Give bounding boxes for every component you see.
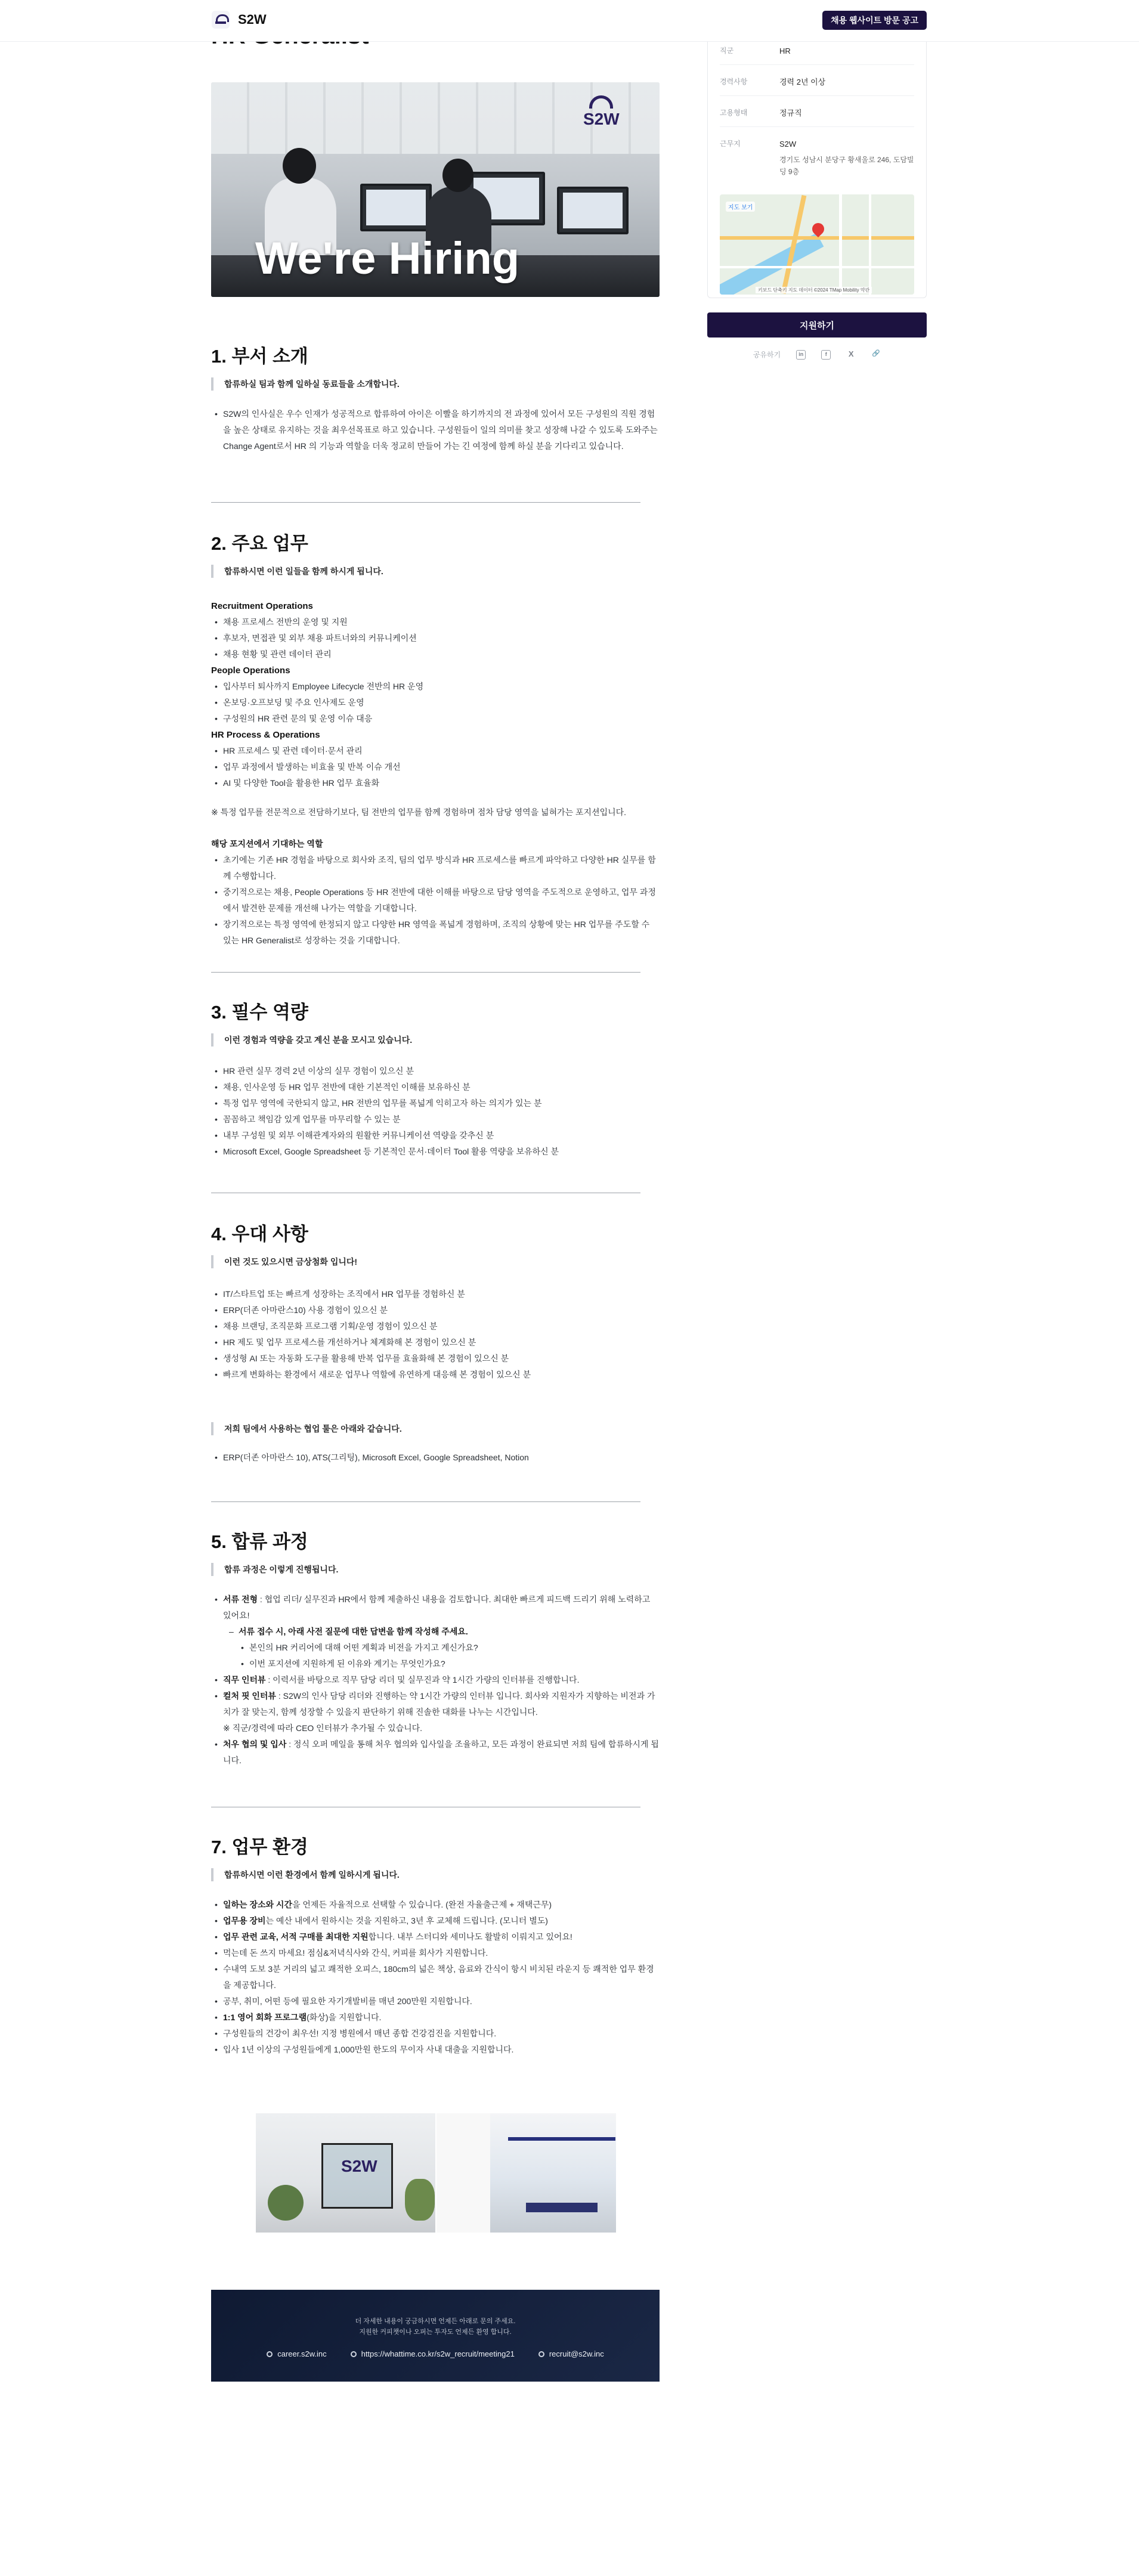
process-list	[211, 1672, 660, 1720]
mail-icon	[538, 2351, 544, 2357]
list-item: • 이번 포지션에 지원하게 된 이유와 계기는 무엇인가요?	[211, 1656, 660, 1672]
list-item: • 업무 과정에서 발생하는 비효율 및 반복 이슈 개선	[211, 759, 660, 775]
group-title: Recruitment Operations	[211, 601, 313, 611]
map-view-link[interactable]: 지도 보기	[726, 202, 755, 212]
facebook-icon[interactable]: f	[821, 350, 831, 360]
list-item: • 채용 프로세스 전반의 운영 및 지원	[211, 614, 660, 630]
s2w-logo-icon	[212, 11, 230, 29]
list-item: • IT/스타트업 또는 빠르게 성장하는 조직에서 HR 업무를 경험하신 분	[211, 1286, 660, 1302]
list-item: • 빠르게 변화하는 환경에서 새로운 업무나 역할에 유연하게 대응해 본 경험이 있으신 분	[211, 1367, 660, 1383]
list-item: • 채용 브랜딩, 조직문화 프로그램 기획/운영 경험이 있으신 분	[211, 1318, 660, 1335]
process-list	[211, 1592, 660, 1624]
section-requirements	[211, 997, 660, 1160]
office-gallery	[256, 2113, 616, 2233]
list-item: • 구성원의 HR 관련 문의 및 운영 이슈 대응	[211, 711, 660, 727]
question-list	[211, 1640, 660, 1672]
divider	[211, 972, 640, 973]
section-title: 4. 우대 사항	[211, 1224, 308, 1244]
location-map[interactable]	[720, 194, 914, 295]
expect-title: 해당 포지션에서 기대하는 역할	[211, 839, 323, 849]
section-title: 5. 합류 과정	[211, 1531, 308, 1552]
list-item: • 먹는데 돈 쓰지 마세요! 점심&저녁식사와 간식, 커피를 회사가 지원합니다.	[211, 1945, 660, 1961]
list-item: • ERP(더존 아마란스10) 사용 경험이 있으신 분	[211, 1302, 660, 1318]
section-duties	[211, 528, 660, 949]
list-item: • ERP(더존 아마란스 10), ATS(그리팅), Microsoft Excel, Google Spreadsheet, Notion	[211, 1450, 660, 1466]
divider	[211, 502, 640, 503]
banner-text: 더 자세한 내용이 궁금하시면 언제든 아래로 문의 주세요.	[355, 2318, 516, 2325]
section-title: 7. 업무 환경	[211, 1837, 308, 1857]
section-lead: 합류하시면 이런 환경에서 함께 일하시게 됩니다.	[211, 1868, 660, 1881]
list-item: • 1:1 영어 회화 프로그램(화상)을 지원합니다.	[211, 2010, 660, 2026]
list-item: • 채용, 인사운영 등 HR 업무 전반에 대한 기본적인 이해를 보유하신 분	[211, 1079, 660, 1095]
section-lead: 합류하실 팀과 함께 일하실 동료들을 소개합니다.	[211, 377, 660, 391]
contact-banner	[211, 2290, 660, 2382]
career-site-link[interactable]: career.s2w.inc	[267, 2349, 326, 2358]
section-title: 2. 주요 업무	[211, 533, 308, 554]
department-list	[211, 406, 660, 454]
requirements-list	[211, 1063, 660, 1160]
list-item: • HR 프로세스 및 관련 데이터·문서 관리	[211, 743, 660, 759]
section-department	[211, 341, 660, 454]
address-text: 경기도 성남시 분당구 황새울로 246, 도담빌딩 9층	[779, 156, 914, 176]
tools-lead: 저희 팀에서 사용하는 협업 툴은 아래와 같습니다.	[211, 1422, 660, 1435]
x-icon[interactable]: X	[848, 349, 854, 358]
list-item: • 입사부터 퇴사까지 Employee Lifecycle 전반의 HR 운영	[211, 679, 660, 695]
environment-list	[211, 1897, 660, 2058]
hero-headline: We're Hiring	[255, 233, 520, 284]
list-item: • 내부 구성원 및 외부 이해관계자와의 원활한 커뮤니케이션 역량을 갖추신 분	[211, 1128, 660, 1144]
divider	[211, 1501, 640, 1502]
hero-logo: S2W	[583, 95, 619, 129]
list-item: • 처우 협의 및 입사 : 정식 오퍼 메일을 통해 처우 협의와 입사일을 조율하고, 모든 과정이 완료되면 저희 팀에 합류하시게 됩니다.	[211, 1736, 660, 1769]
list-item: • 특정 업무 영역에 국한되지 않고, HR 전반의 업무를 폭넓게 익히고자 하는 의지가 있는 분	[211, 1095, 660, 1111]
section-lead: 합류하시면 이런 일들을 함께 하시게 됩니다.	[211, 565, 660, 578]
list-item: • 초기에는 기존 HR 경험을 바탕으로 회사와 조직, 팀의 업무 방식과 HR 프로세스를 빠르게 파악하고 다양한 HR 실무를 함께 수행합니다.	[211, 852, 660, 884]
duty-list	[211, 614, 660, 662]
preferred-list	[211, 1286, 660, 1383]
brand-name: S2W	[238, 12, 267, 27]
duty-list	[211, 679, 660, 727]
list-item: • Microsoft Excel, Google Spreadsheet 등 기본적인 문서·데이터 Tool 활용 역량을 보유하신 분	[211, 1144, 660, 1160]
share-label: 공유하기	[753, 351, 781, 359]
list-item: • 채용 현황 및 관련 데이터 관리	[211, 646, 660, 662]
section-lead: 이런 경험과 역량을 갖고 계신 분을 모시고 있습니다.	[211, 1033, 660, 1046]
section-lead: 합류 과정은 이렇게 진행됩니다.	[211, 1563, 660, 1576]
list-item: • 공부, 취미, 어떤 등에 필요한 자기개발비를 매년 200만원 지원합니다.	[211, 1993, 660, 2010]
list-item: • 중기적으로는 채용, People Operations 등 HR 전반에 대한 이해를 바탕으로 담당 영역을 주도적으로 운영하고, 업무 과정에서 발견한 문제를 개선해 나가는 역할을 기대합니다.	[211, 884, 660, 917]
section-environment	[211, 1832, 660, 2058]
list-item: – 서류 접수 시, 아래 사전 질문에 대한 답변을 함께 작성해 주세요.	[211, 1624, 660, 1640]
apply-button[interactable]: 지원하기	[707, 312, 927, 338]
list-item: • 후보자, 면접관 및 외부 채용 파트너와의 커뮤니케이션	[211, 630, 660, 646]
tools-list	[211, 1450, 660, 1466]
section-title: 3. 필수 역량	[211, 1002, 308, 1023]
duty-note: ※ 특정 업무를 전문적으로 전담하기보다, 팀 전반의 업무를 함께 경험하며 점차 담당 영역을 넓혀가는 포지션입니다.	[211, 807, 627, 817]
process-sublist	[211, 1624, 660, 1640]
process-note: ※ 직군/경력에 따라 CEO 인터뷰가 추가될 수 있습니다.	[223, 1723, 423, 1733]
top-navigation-bar	[0, 0, 1139, 42]
list-item: • 컬처 핏 인터뷰 : S2W의 인사 담당 리더와 진행하는 약 1시간 가량의 인터뷰 입니다. 회사와 지원자가 지향하는 비전과 가치가 잘 맞는지, 함께 성장할 수 있을지 판단하기 위해 진솔한 대화를 나누는 시간입니다.	[211, 1688, 660, 1720]
list-item: • 구성원들의 건강이 최우선! 지정 병원에서 매년 종합 건강검진을 지원합니다.	[211, 2026, 660, 2042]
list-item: • 서류 전형 : 협업 리더/ 실무진과 HR에서 함께 제출하신 내용을 검토합니다. 최대한 빠르게 피드백 드리기 위해 노력하고 있어요!	[211, 1592, 660, 1624]
list-item: • 업무 관련 교육, 서적 구매를 최대한 지원합니다. 내부 스터디와 세미나도 활발히 이뤄지고 있어요!	[211, 1929, 660, 1945]
list-item: • 생성형 AI 또는 자동화 도구를 활용해 반복 업무를 효율화해 본 경험이 있으신 분	[211, 1351, 660, 1367]
coffee-chat-link[interactable]: https://whattime.co.kr/s2w_recruit/meeting21	[351, 2349, 515, 2358]
process-list	[211, 1736, 660, 1769]
section-process	[211, 1527, 660, 1769]
list-item: • 본인의 HR 커리어에 대해 어떤 계획과 비전을 가지고 계신가요?	[211, 1640, 660, 1656]
duty-list	[211, 743, 660, 791]
hero-image	[211, 82, 660, 297]
office-photo: S2W	[256, 2113, 435, 2233]
list-item: • 일하는 장소와 시간을 언제든 자율적으로 선택할 수 있습니다. (완전 자율출근제 + 재택근무)	[211, 1897, 660, 1913]
email-link[interactable]: recruit@s2w.inc	[538, 2349, 604, 2358]
list-item: • 꼼꼼하고 책임감 있게 업무를 마무리할 수 있는 분	[211, 1111, 660, 1128]
list-item: • 수내역 도보 3분 거리의 넓고 쾌적한 오피스, 180cm의 넓은 책상, 음료와 간식이 항시 비치된 라운지 등 쾌적한 업무 환경을 제공합니다.	[211, 1961, 660, 1993]
share-bar	[707, 349, 927, 360]
section-preferred	[211, 1219, 660, 1466]
copy-link-icon[interactable]: 🔗	[872, 349, 881, 357]
map-credit: 키보드 단축키 지도 데이터 ©2024 TMap Mobility 약관	[756, 287, 872, 293]
top-apply-button[interactable]: 채용 웹사이트 방문 공고	[822, 11, 927, 30]
globe-icon	[267, 2351, 273, 2357]
list-item: • HR 제도 및 업무 프로세스를 개선하거나 체계화해 본 경험이 있으신 분	[211, 1335, 660, 1351]
expect-list	[211, 852, 660, 949]
list-item: • S2W의 인사실은 우수 인재가 성공적으로 합류하여 아이은 이빨을 하기까지의 전 과정에 있어서 모든 구성원의 직원 경험을 높은 상태로 유지하는 것을 최우선목표로 하고 있습니다. 구성원들이 일의 의미를 찾고 성장해 나갈 수 있도록 도와주는 Change Agent로서 HR 의 기능과 역할을 더욱 정교히 만들어 가는 긴 여정에 함께 하실 분을 기다리고 있습니다.	[211, 406, 660, 454]
list-item: • 장기적으로는 특정 영역에 한정되지 않고 다양한 HR 영역을 폭넓게 경험하며, 조직의 상황에 맞는 HR 업무를 주도할 수 있는 HR Generalist로 성장하는 것을 기대합니다.	[211, 917, 660, 949]
list-item: • 업무용 장비는 예산 내에서 원하시는 것을 지원하고, 3년 후 교체해 드립니다. (모니터 별도)	[211, 1913, 660, 1929]
list-item: • HR 관련 실무 경력 2년 이상의 실무 경험이 있으신 분	[211, 1063, 660, 1079]
brand[interactable]	[212, 11, 267, 29]
section-title: 1. 부서 소개	[211, 346, 308, 367]
list-item: • 입사 1년 이상의 구성원들에게 1,000만원 한도의 무이자 사내 대출을 지원합니다.	[211, 2042, 660, 2058]
banner-text: 지원한 커피챗이나 오퍼는 투자도 언제든 환영 합니다.	[359, 2329, 512, 2336]
linkedin-icon[interactable]: in	[796, 350, 806, 360]
list-item: • 직무 인터뷰 : 이력서를 바탕으로 직무 담당 리더 및 실무진과 약 1시간 가량의 인터뷰를 진행합니다.	[211, 1672, 660, 1688]
link-icon	[351, 2351, 357, 2357]
group-title: HR Process & Operations	[211, 730, 320, 740]
section-lead: 이런 것도 있으시면 금상첨화 입니다!	[211, 1255, 660, 1268]
job-info-card: 직군 HR 경력사항 경력 2년 이상 고용형태 정규직 근무지 S2W 경기도 성남시 분당구 황새울로 246, 도담빌딩 9층 지도 보기 키보드 단축키 지도 데이터 ©2024 TMap Mobility 약관	[707, 24, 927, 298]
office-photo	[437, 2113, 616, 2233]
list-item: • 온보딩·오프보딩 및 주요 인사제도 운영	[211, 695, 660, 711]
group-title: People Operations	[211, 665, 290, 676]
list-item: • AI 및 다양한 Tool을 활용한 HR 업무 효율화	[211, 775, 660, 791]
